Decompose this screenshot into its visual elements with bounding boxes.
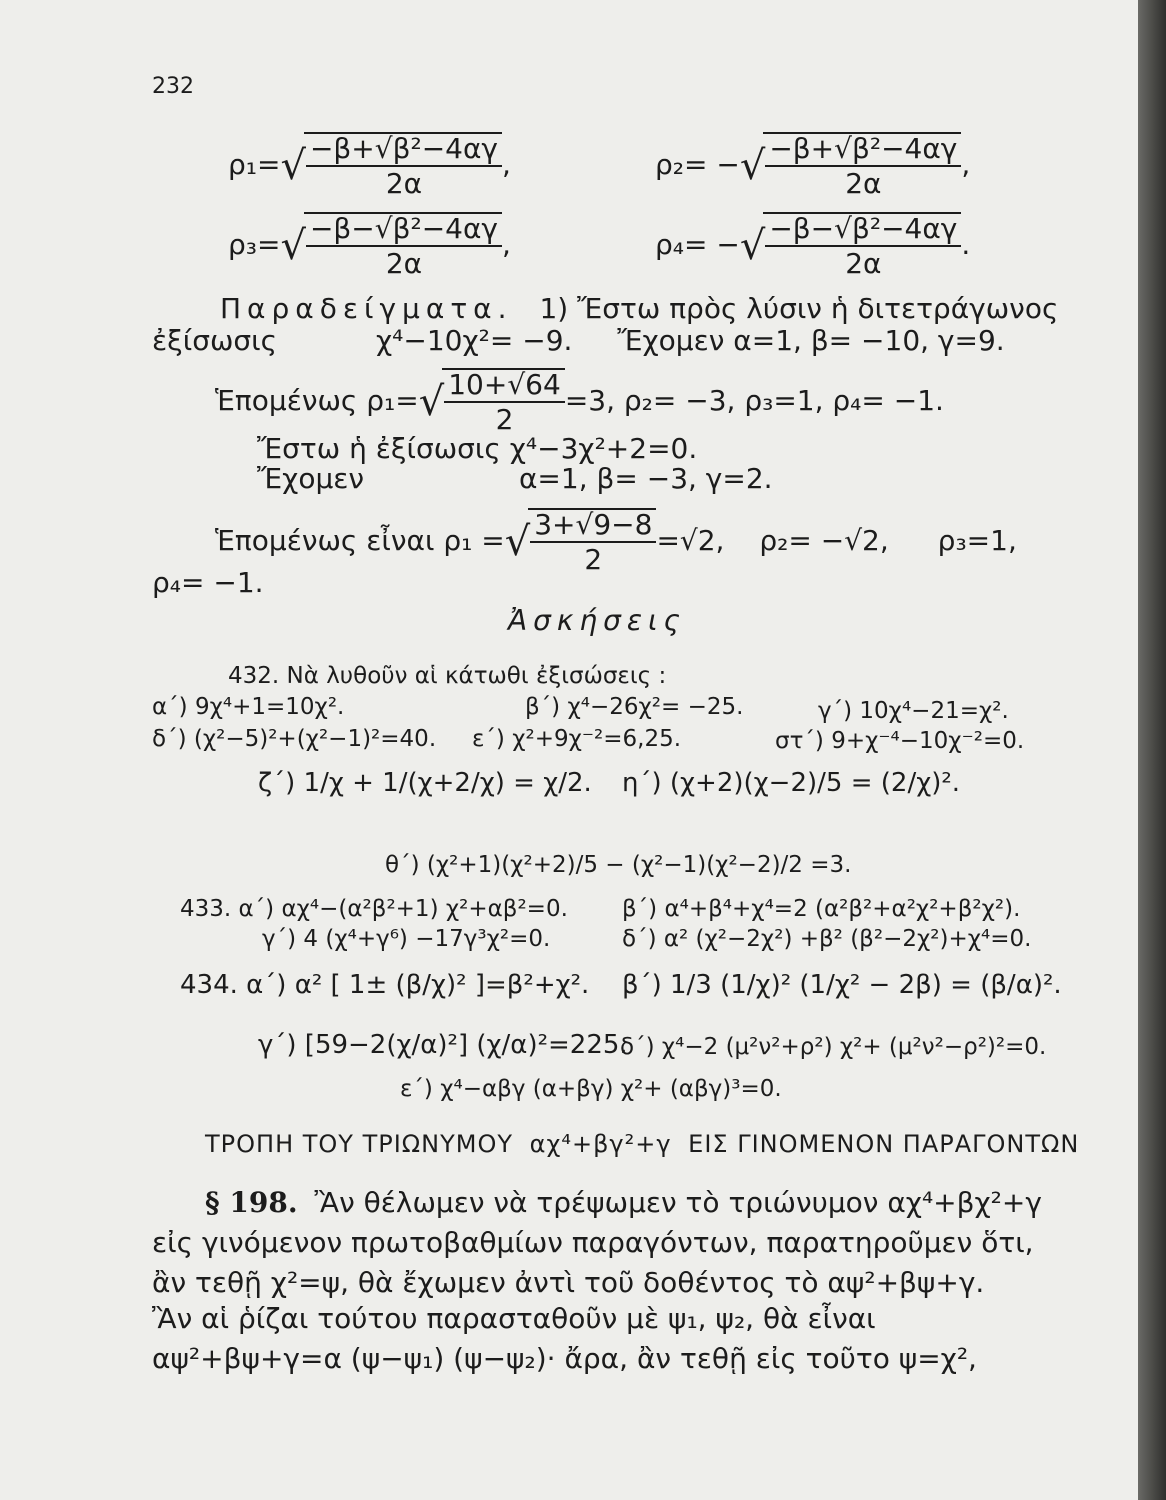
- radical-sign: √: [280, 223, 306, 269]
- section-title: ΤΡΟΠΗ ΤΟΥ ΤΡΙΩΝΥΜΟΥ αχ⁴+βγ²+γ ΕΙΣ ΓΙΝΟΜΕΝΟΝ ΠΑΡΑΓΟΝΤΩΝ: [205, 1130, 1080, 1158]
- exercise-434-e: ε΄) χ⁴−αβγ (α+βγ) χ²+ (αβγ)³=0.: [400, 1076, 782, 1102]
- formula-rho1: ρ₁=√ $\frac{\text{−β+√β²−4αγ}}{2\alpha}$ ,: [228, 132, 511, 200]
- section-paragraph-line-2: εἰς γινόμενον πρωτοβαθμίων παραγόντων, παρατηροῦμεν ὅτι,: [152, 1226, 1034, 1259]
- exercise-433-c: γ΄) 4 (χ⁴+γ⁶) −17γ³χ²=0.: [262, 926, 551, 952]
- exercise-433-d: δ΄) α² (χ²−2χ²) +β² (β²−2χ²)+χ⁴=0.: [622, 926, 1032, 952]
- exercise-432-intro: 432. Νὰ λυθοῦν αἱ κάτωθι ἐξισώσεις :: [228, 663, 667, 689]
- exercise-434-a: 434. α΄) α² [ 1± (β/χ)² ]=β²+χ².: [180, 970, 590, 1000]
- examples-line-3: Ἑπομένως ρ₁=√ $\frac{10+√64}{2}$ =3, ρ₂= −3, ρ₃=1, ρ₄= −1.: [215, 368, 944, 436]
- examples-line-4: Ἔστω ἡ ἐξίσωσις χ⁴−3χ²+2=0.: [257, 432, 698, 465]
- exercise-432-h: η΄) (χ+2)(χ−2)/5 = (2/χ)².: [622, 768, 961, 798]
- section-paragraph-line-1: § 198. Ἂν θέλωμεν νὰ τρέψωμεν τὸ τριώνυμον αχ⁴+βχ²+γ: [205, 1186, 1042, 1219]
- formula-rho2: ρ₂= −√ $\frac{\text{−β+√β²−4αγ}}{2\alpha}$ ,: [655, 132, 971, 200]
- exercise-432-c: γ΄) 10χ⁴−21=χ².: [818, 698, 1009, 724]
- formula-rho4: ρ₄= −√ $\frac{\text{−β−√β²−4αγ}}{2\alpha}$ .: [655, 212, 971, 280]
- examples-line-7: ρ₄= −1.: [152, 566, 264, 599]
- page-edge-shadow: [1138, 0, 1166, 1500]
- page-number: 232: [152, 74, 194, 99]
- fraction: $\frac{\text{−β−√β²−4αγ}}{2\alpha}$: [306, 212, 502, 280]
- examples-line-5: Ἔχομεν α=1, β= −3, γ=2.: [257, 462, 773, 495]
- fraction: $\frac{\text{−β+√β²−4αγ}}{2\alpha}$: [306, 132, 502, 200]
- radical-sign: √: [739, 223, 766, 269]
- exercise-432-z: ζ΄) 1/χ + 1/(χ+2/χ) = χ/2.: [258, 768, 592, 798]
- exercise-434-b: β΄) 1/3 (1/χ)² (1/χ² − 2β) = (β/α)².: [622, 970, 1062, 1000]
- examples-heading: Παραδείγματα.: [220, 292, 513, 325]
- fraction: $\frac{3+√9-8}{2}$: [530, 508, 656, 576]
- exercise-432-e: ε΄) χ²+9χ⁻²=6,25.: [472, 726, 682, 752]
- section-number: § 198.: [205, 1186, 298, 1219]
- section-paragraph-line-4: Ἂν αἱ ῥίζαι τούτου παρασταθοῦν μὲ ψ₁, ψ₂, θὰ εἶναι: [152, 1302, 876, 1335]
- radical-sign: √: [504, 519, 531, 565]
- exercise-432-d: δ΄) (χ²−5)²+(χ²−1)²=40.: [152, 726, 437, 752]
- examples-line-1: Παραδείγματα. 1) Ἔστω πρὸς λύσιν ἡ διτετράγωνος: [220, 292, 1059, 325]
- radical-sign: √: [280, 143, 306, 189]
- exercises-heading: Ἀσκήσεις: [508, 604, 686, 637]
- section-paragraph-line-5: αψ²+βψ+γ=α (ψ−ψ₁) (ψ−ψ₂)· ἄρα, ἂν τεθῇ εἰς τοῦτο ψ=χ²,: [152, 1342, 977, 1375]
- fraction: $\frac{\text{−β+√β²−4αγ}}{2\alpha}$: [765, 132, 961, 200]
- fraction: $\frac{10+√64}{2}$: [444, 368, 565, 436]
- exercise-434-c: γ΄) [59−2(χ/α)²] (χ/α)²=225.: [258, 1030, 628, 1060]
- radical-sign: √: [739, 143, 766, 189]
- formula-rho3: ρ₃=√ $\frac{\text{−β−√β²−4αγ}}{2\alpha}$ ,: [228, 212, 511, 280]
- radical-sign: √: [418, 379, 445, 425]
- exercise-432-b: β΄) χ⁴−26χ²= −25.: [525, 694, 744, 720]
- exercise-432-a: α΄) 9χ⁴+1=10χ².: [152, 694, 345, 720]
- exercise-434-d: δ΄) χ⁴−2 (μ²ν²+ρ²) χ²+ (μ²ν²−ρ²)²=0.: [620, 1034, 1047, 1060]
- exercise-432-th: θ΄) (χ²+1)(χ²+2)/5 − (χ²−1)(χ²−2)/2 =3.: [385, 852, 852, 878]
- section-paragraph-line-3: ἂν τεθῇ χ²=ψ, θὰ ἔχωμεν ἀντὶ τοῦ δοθέντος τὸ αψ²+βψ+γ.: [152, 1266, 985, 1299]
- examples-line-2: ἐξίσωσις χ⁴−10χ²= −9. Ἔχομεν α=1, β= −10, γ=9.: [152, 324, 1005, 357]
- exercise-433-b: β΄) α⁴+β⁴+χ⁴=2 (α²β²+α²χ²+β²χ²).: [622, 896, 1021, 922]
- exercise-432-st: στ΄) 9+χ⁻⁴−10χ⁻²=0.: [775, 728, 1025, 754]
- fraction: $\frac{\text{−β−√β²−4αγ}}{2\alpha}$: [765, 212, 961, 280]
- examples-line-6: Ἑπομένως εἶναι ρ₁ =√ $\frac{3+√9-8}{2}$ =√2, ρ₂= −√2, ρ₃=1,: [215, 508, 1017, 576]
- exercise-433-a: 433. α΄) αχ⁴−(α²β²+1) χ²+αβ²=0.: [180, 896, 568, 922]
